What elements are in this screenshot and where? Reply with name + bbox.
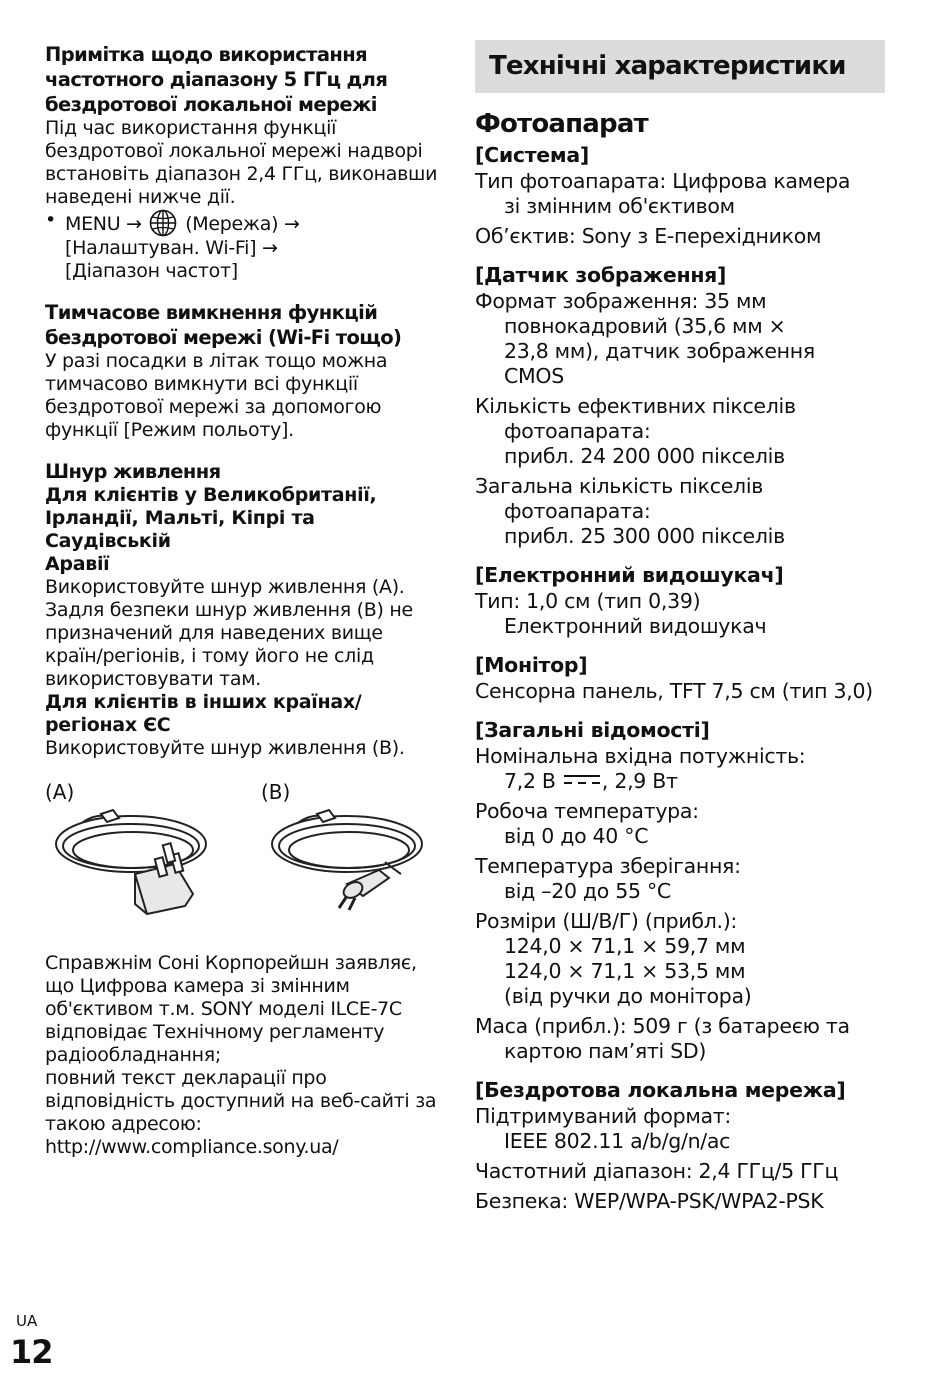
subtitle-line: Для клієнтів у Великобританії, bbox=[45, 484, 377, 506]
airplane-title bbox=[45, 300, 445, 350]
sensor-group bbox=[475, 261, 885, 549]
cord-a-label: (A) bbox=[45, 780, 75, 804]
body-line: призначений для наведених вище bbox=[45, 622, 383, 644]
body-line: У разі посадки в літак тощо можна bbox=[45, 350, 388, 372]
wlan-heading: [Бездротова локальна мережа] bbox=[475, 1078, 846, 1102]
effective-pixels bbox=[475, 394, 885, 469]
declaration-line: такою адресою: bbox=[45, 1113, 202, 1135]
spec-line: 124,0 × 71,1 × 59,7 мм bbox=[504, 934, 746, 958]
spec-line: Загальна кількість пікселів bbox=[475, 474, 763, 498]
spec-line: Температура зберігання: bbox=[475, 854, 741, 878]
title-line: бездротової локальної мережі bbox=[45, 93, 377, 116]
monitor-heading: [Монітор] bbox=[475, 653, 588, 677]
storage-temperature bbox=[475, 854, 885, 904]
title-line: Тимчасове вимкнення функцій bbox=[45, 301, 378, 324]
body-line: наведені нижче дії. bbox=[45, 186, 236, 208]
eu-customers-subtitle bbox=[45, 691, 445, 737]
spec-line: Робоча температура: bbox=[475, 799, 699, 823]
airplane-mode-note bbox=[45, 300, 445, 442]
system-group bbox=[475, 141, 885, 249]
right-column bbox=[475, 40, 885, 1226]
title-line: Примітка щодо використання bbox=[45, 43, 368, 66]
spec-line: прибл. 25 300 000 пікселів bbox=[504, 524, 785, 548]
menu-path-bullet bbox=[45, 209, 445, 283]
declaration-line: повний текст декларації про bbox=[45, 1067, 327, 1089]
general-group bbox=[475, 716, 885, 1064]
title-line: бездротової мережі (Wi-Fi тощо) bbox=[45, 326, 402, 349]
wlan-frequency: Частотний діапазон: 2,4 ГГц/5 ГГц bbox=[475, 1159, 839, 1183]
frequency-band-label: [Діапазон частот] bbox=[65, 260, 238, 282]
total-pixels bbox=[475, 474, 885, 549]
declaration-line: відповідність доступний на веб-сайті за bbox=[45, 1090, 437, 1112]
mass bbox=[475, 1014, 885, 1064]
body-line: Задля безпеки шнур живлення (B) не bbox=[45, 599, 413, 621]
power-cord-illustrations bbox=[45, 780, 445, 940]
body-line: функції [Режим польоту]. bbox=[45, 419, 294, 441]
general-heading: [Загальні відомості] bbox=[475, 718, 710, 742]
monitor-spec: Сенсорна панель, TFT 7,5 см (тип 3,0) bbox=[475, 679, 873, 703]
declaration-line: відповідає Технічному регламенту bbox=[45, 1021, 385, 1043]
spec-line: (від ручки до монітора) bbox=[504, 984, 752, 1008]
dimensions bbox=[475, 909, 885, 1009]
body-line: використовувати там. bbox=[45, 668, 262, 690]
wifi-5ghz-note bbox=[45, 42, 445, 283]
uk-customers-body bbox=[45, 576, 445, 691]
subtitle-line: Для клієнтів в інших країнах/ bbox=[45, 691, 362, 713]
specs-header bbox=[475, 40, 885, 93]
uk-customers-subtitle bbox=[45, 484, 445, 576]
spec-line: IEEE 802.11 a/b/g/n/ac bbox=[504, 1129, 731, 1153]
system-heading: [Система] bbox=[475, 143, 589, 167]
declaration-line: радіообладнання; bbox=[45, 1044, 221, 1066]
spec-line: Тип фотоапарата: Цифрова камера bbox=[475, 169, 851, 193]
wifi-5ghz-title bbox=[45, 42, 445, 117]
dc-symbol-icon bbox=[564, 774, 600, 786]
body-line: Під час використання функції bbox=[45, 117, 337, 139]
voltage-value: 7,2 В bbox=[504, 769, 556, 793]
declaration-line: що Цифрова камера зі змінним bbox=[45, 975, 350, 997]
cord-b-label: (B) bbox=[261, 780, 291, 804]
globe-icon bbox=[149, 209, 177, 237]
evf-heading: [Електронний видошукач] bbox=[475, 563, 784, 587]
sensor-heading: [Датчик зображення] bbox=[475, 263, 727, 287]
spec-line: 124,0 × 71,1 × 53,5 мм bbox=[504, 959, 746, 983]
wifi-settings-label: [Налаштуван. Wi-Fi] → bbox=[65, 237, 278, 259]
wifi-5ghz-body bbox=[45, 117, 445, 283]
spec-line: Тип: 1,0 см (тип 0,39) bbox=[475, 589, 701, 613]
evf-type bbox=[475, 589, 885, 639]
power-rating bbox=[475, 744, 885, 794]
spec-line: Підтримуваний формат: bbox=[475, 1104, 732, 1128]
wattage-value: , 2,9 Вт bbox=[601, 769, 678, 793]
body-line: бездротової локальної мережі надворі bbox=[45, 140, 423, 162]
operating-temperature bbox=[475, 799, 885, 849]
spec-line: CMOS bbox=[504, 364, 564, 388]
spec-line: від 0 до 40 °C bbox=[504, 824, 649, 848]
spec-line: зі змінним об'єктивом bbox=[504, 194, 735, 218]
evf-group bbox=[475, 561, 885, 639]
wlan-security: Безпека: WEP/WPA-PSK/WPA2-PSK bbox=[475, 1189, 824, 1213]
body-line: Використовуйте шнур живлення (A). bbox=[45, 576, 405, 598]
spec-line: 23,8 мм), датчик зображення bbox=[504, 339, 815, 363]
airplane-body bbox=[45, 350, 445, 442]
monitor-group bbox=[475, 651, 885, 704]
bullet-dot: • bbox=[45, 209, 56, 231]
spec-line: Кількість ефективних пікселів bbox=[475, 394, 796, 418]
power-cord-section bbox=[45, 459, 445, 940]
spec-line: Маса (прибл.): 509 г (з батареєю та bbox=[475, 1014, 850, 1038]
power-value bbox=[475, 769, 885, 794]
declaration-line: об'єктивом т.м. SONY моделі ILCE-7C bbox=[45, 998, 402, 1020]
subtitle-line: Ірландії, Мальті, Кіпрі та Саудівській bbox=[45, 507, 315, 552]
spec-line: від –20 до 55 °C bbox=[504, 879, 671, 903]
spec-line: повнокадровий (35,6 мм × bbox=[504, 314, 786, 338]
spec-line: Формат зображення: 35 мм bbox=[475, 289, 767, 313]
left-column bbox=[45, 42, 445, 1159]
spec-line: прибл. 24 200 000 пікселів bbox=[504, 444, 785, 468]
spec-line: Номінальна вхідна потужність: bbox=[475, 744, 806, 768]
declaration-text bbox=[45, 952, 445, 1159]
wlan-format bbox=[475, 1104, 885, 1154]
power-cord-title: Шнур живлення bbox=[45, 460, 221, 483]
eu-power-cord-illustration bbox=[267, 804, 437, 914]
body-line: тимчасово вимкнути всі функції bbox=[45, 373, 358, 395]
title-line: частотного діапазону 5 ГГц для bbox=[45, 68, 388, 91]
camera-title: Фотоапарат bbox=[475, 109, 648, 139]
compliance-url[interactable]: http://www.compliance.sony.ua/ bbox=[45, 1136, 339, 1158]
network-menu-label: (Мережа) → bbox=[185, 213, 300, 235]
spec-line: картою пам’яті SD) bbox=[504, 1039, 707, 1063]
language-code: UA bbox=[16, 1312, 38, 1330]
body-line: країн/регіонів, і тому його не слід bbox=[45, 645, 374, 667]
body-line: встановіть діапазон 2,4 ГГц, виконавши bbox=[45, 163, 438, 185]
wlan-group bbox=[475, 1076, 885, 1214]
uk-power-cord-illustration bbox=[53, 804, 223, 924]
image-format bbox=[475, 289, 885, 389]
spec-line: Розміри (Ш/В/Г) (прибл.): bbox=[475, 909, 738, 933]
declaration-line: Справжнім Соні Корпорейшн заявляє, bbox=[45, 952, 417, 974]
subtitle-line: Аравії bbox=[45, 553, 110, 575]
body-line: бездротової мережі за допомогою bbox=[45, 396, 382, 418]
spec-line: Електронний видошукач bbox=[504, 614, 767, 638]
spec-line: фотоапарата: bbox=[504, 419, 651, 443]
subtitle-line: регіонах ЄС bbox=[45, 714, 171, 736]
page-number: 12 bbox=[10, 1333, 53, 1371]
menu-label: MENU → bbox=[65, 213, 142, 235]
lens-spec: Об’єктив: Sony з Е-перехідником bbox=[475, 224, 822, 248]
camera-type bbox=[475, 169, 885, 219]
specs-title: Технічні характеристики bbox=[489, 51, 846, 81]
eu-customers-body: Використовуйте шнур живлення (B). bbox=[45, 737, 405, 759]
spec-line: фотоапарата: bbox=[504, 499, 651, 523]
